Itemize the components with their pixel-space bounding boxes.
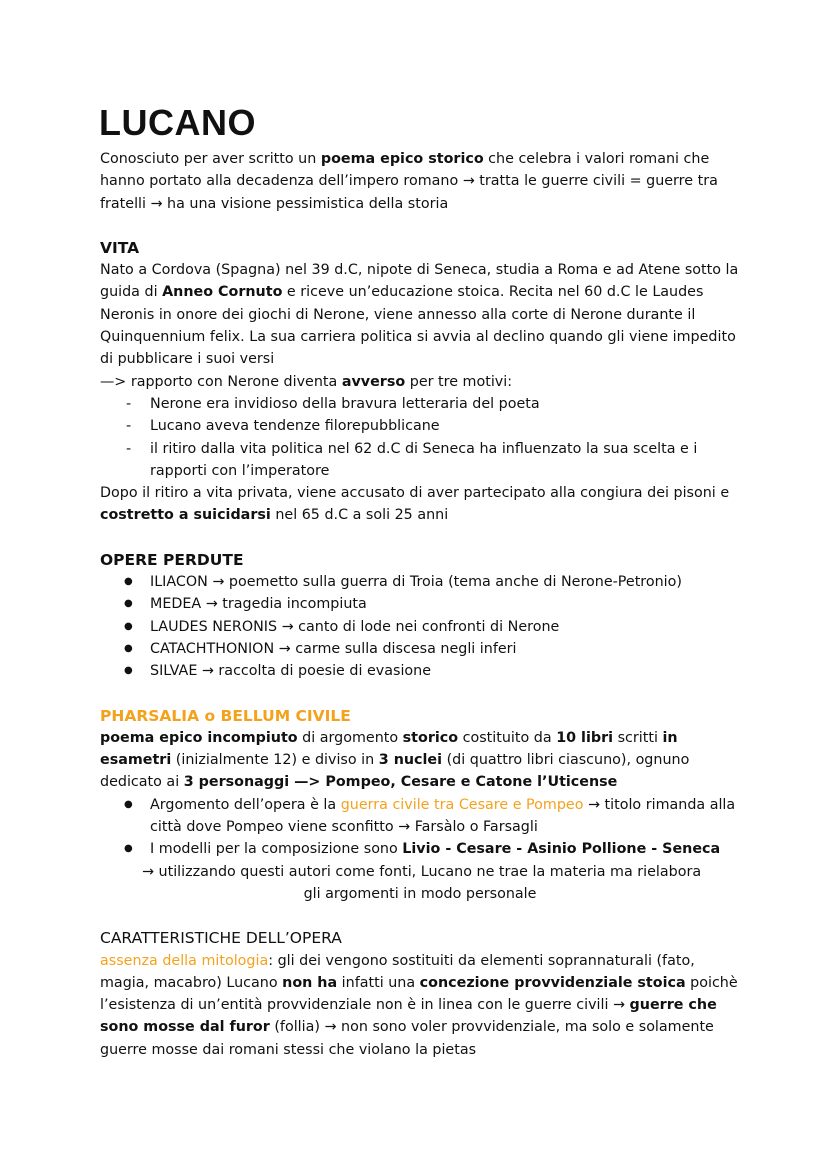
section-heading-vita: VITA [100, 238, 140, 257]
list-item: ● LAUDES NERONIS → canto di lode nei confronti di Nerone [100, 616, 740, 638]
section-heading-opere-perdute: OPERE PERDUTE [100, 550, 244, 569]
vita-paragraph: Nato a Cordova (Spagna) nel 39 d.C, nipote di Seneca, studia a Roma e ad Atene sotto la guida di Anneo Cornuto e riceve un’educazione stoica. Recita nel 60 d.C le Laudes Neronis in onore dei giochi di Nerone, viene annesso alla corte di Nerone durante il Quinquennium felix. La sua carriera politica si avvia al declino quando gli viene impedito di pubblicare i suoi versi [100, 262, 739, 368]
list-item: ● Argomento dell’opera è la guerra civile tra Cesare e Pompeo → titolo rimanda alla città dove Pompeo viene sconfitto → Farsàlo o Farsagli [100, 794, 740, 839]
opere-list [100, 571, 740, 682]
list-item: ● SILVAE → raccolta di poesie di evasione [100, 660, 740, 682]
section-heading-caratteristiche: CARATTERISTICHE DELL’OPERA [100, 929, 342, 948]
list-item: - Lucano aveva tendenze filorepubblicane [100, 415, 740, 437]
list-item: - Nerone era invidioso della bravura letteraria del poeta [100, 393, 740, 415]
pharsalia-continuation: → utilizzando questi autori come fonti, Lucano ne trae la materia ma rielabora [142, 863, 702, 880]
list-item: ● I modelli per la composizione sono Livio - Cesare - Asinio Pollione - Seneca [100, 838, 740, 860]
pharsalia-continuation-2: gli argomenti in modo personale [303, 885, 537, 902]
document-page [100, 100, 740, 1061]
page-title: LUCANO [99, 102, 256, 143]
caratteristiche-paragraph: assenza della mitologia: gli dei vengono sostituiti da elementi soprannaturali (fato, magia, macabro) Lucano non ha infatti una concezione provvidenziale stoica poichè l’esistenza di un’entità provvidenziale non è in linea con le guerre civili → guerre che sono mosse dal furor (follia) → non sono voler provvidenziale, ma solo e solamente guerre mosse dai romani stessi che violano la pietas [100, 952, 738, 1058]
list-item: ● MEDEA → tragedia incompiuta [100, 593, 740, 615]
list-item: - il ritiro dalla vita politica nel 62 d.C di Seneca ha influenzato la sua scelta e i rapporti con l’imperatore [100, 438, 740, 483]
pharsalia-list [100, 794, 740, 861]
list-item: ● ILIACON → poemetto sulla guerra di Troia (tema anche di Nerone-Petronio) [100, 571, 740, 593]
intro-paragraph: Conosciuto per aver scritto un poema epico storico che celebra i valori romani che hanno portato alla decadenza dell’impero romano → tratta le guerre civili = guerre tra fratelli → ha una visione pessimistica della storia [100, 151, 718, 212]
vita-arrow-line: —> rapporto con Nerone diventa avverso per tre motivi: [100, 373, 513, 390]
vita-ending-paragraph: Dopo il ritiro a vita privata, viene accusato di aver partecipato alla congiura dei pisoni e costretto a suicidarsi nel 65 d.C a soli 25 anni [100, 485, 730, 524]
reasons-list [100, 393, 740, 482]
section-heading-pharsalia: PHARSALIA o BELLUM CIVILE [100, 706, 351, 725]
list-item: ● CATACHTHONION → carme sulla discesa negli inferi [100, 638, 740, 660]
pharsalia-paragraph: poema epico incompiuto di argomento storico costituito da 10 libri scritti in esametri (inizialmente 12) e diviso in 3 nuclei (di quattro libri ciascuno), ognuno dedicato ai 3 personaggi —> Pompeo, Cesare e Catone l’Uticense [100, 729, 690, 791]
